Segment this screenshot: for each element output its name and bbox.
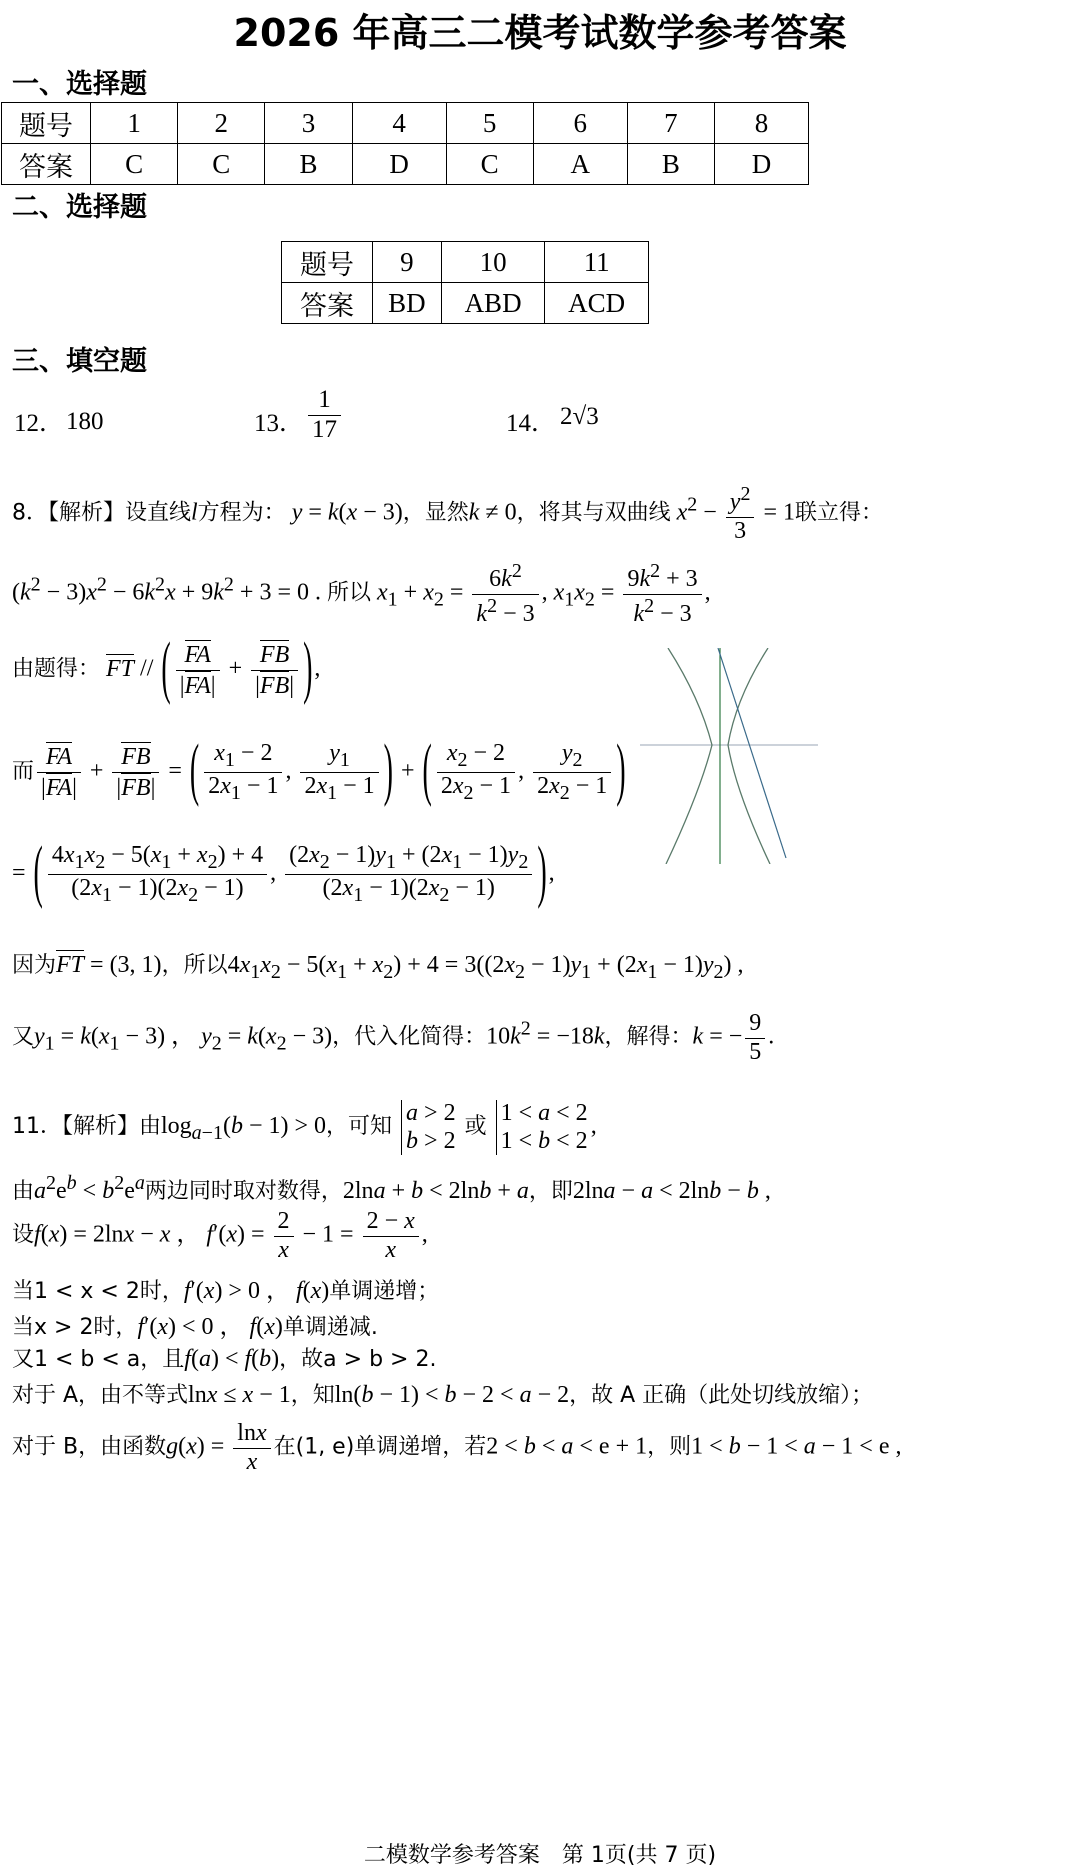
text: 由题得： bbox=[12, 656, 101, 682]
q8-line-2: $(k^2 - 3)x^2 - 6k^2x + 9k^2 + 3 = 0$ . 所以 $x_1 + x_2$ = $\frac{6k^2}{k^2 - 3}$ , $x_1x_2$ = $\frac{9k^2 + 3}{k^2 - 3}$ , bbox=[12, 560, 711, 627]
text: 或 bbox=[464, 1114, 487, 1140]
text: 因为 bbox=[12, 953, 57, 978]
q12-answer: 180 bbox=[66, 408, 104, 435]
table-cell: 题号 bbox=[282, 242, 373, 283]
text: ，知 bbox=[290, 1383, 335, 1408]
hyperbola-graph-figure bbox=[640, 648, 818, 864]
text: 单调递增； bbox=[329, 1279, 440, 1304]
q11-line-8: 对于 B，由函数g(x) = $\frac{\ln x}{x}$ 在(1, e)单调递增，若2 < b < a < e + 1，则1 < b − 1 < a − 1 < e , bbox=[12, 1420, 902, 1475]
page-footer: 二模数学参考答案 第 1页(共 7 页) bbox=[363, 1843, 717, 1868]
table-row bbox=[282, 242, 649, 283]
table-cell: B bbox=[627, 144, 714, 185]
q8-line-5: = ( $\frac{4x_1x_2 - 5(x_1 + x_2) + 4}{(2x_1 - 1)(2x_2 - 1)}$ , $\frac{(2x_2 - 1)y_1 + (2x_1 - 1)y_2}{(2x_1 - 1)(2x_2 - 1)}$ ), bbox=[12, 834, 555, 912]
text: 当x > 2时， bbox=[12, 1315, 138, 1340]
text: ，故 A 正确（此处切线放缩）； bbox=[569, 1383, 874, 1408]
text: ，显然 bbox=[402, 500, 469, 526]
q14-answer: 2√3 bbox=[560, 403, 599, 430]
table-cell: 11 bbox=[545, 242, 649, 283]
hyperbola-right-branch bbox=[728, 648, 770, 864]
text: 由 bbox=[12, 1179, 35, 1204]
q12-label: 12． bbox=[14, 410, 65, 437]
q11-line-2: 由$a^2e^b < b^2e^a$两边同时取对数得，2lna + b < 2lnb + a，即2lna − a < 2lnb − b , bbox=[12, 1172, 771, 1204]
section-heading-1: 一、选择题 bbox=[12, 69, 147, 100]
hyperbola-left-branch bbox=[666, 648, 712, 864]
q11-line-7: 对于 A，由不等式lnx ≤ x − 1，知ln(b − 1) < b − 2 < a − 2，故 A 正确（此处切线放缩）； bbox=[12, 1382, 874, 1408]
table-cell: 1 bbox=[91, 103, 178, 144]
text: ，将其与双曲线 bbox=[516, 500, 671, 526]
table-cell: 题号 bbox=[2, 103, 91, 144]
table-cell: 4 bbox=[352, 103, 446, 144]
answer-table-2 bbox=[281, 241, 649, 324]
table-row bbox=[2, 103, 809, 144]
q8-line-6: 因为FT = (3, 1)，所以$4x_1x_2 - 5(x_1 + x_2) + 4 = 3((2x_2 - 1)y_1 + (2x_1 - 1)y_2)$ , bbox=[12, 952, 744, 983]
table-cell: 8 bbox=[714, 103, 808, 144]
text: 设 bbox=[12, 1222, 35, 1248]
table-cell: BD bbox=[373, 283, 442, 324]
text: ，则 bbox=[647, 1434, 692, 1460]
text: 对于 B，由函数 bbox=[12, 1434, 167, 1460]
table-cell: 答案 bbox=[282, 283, 373, 324]
q11-line-3: 设f(x) = 2lnx − x ， f′(x) = $\frac{2}{x}$ − 1 = $\frac{2 - x}{x}$ , bbox=[12, 1208, 428, 1263]
text: 8．【解析】设直线 bbox=[12, 500, 191, 526]
section-heading-2: 二、选择题 bbox=[12, 192, 147, 223]
page-title: 2026 年高三二模考试数学参考答案 bbox=[233, 11, 847, 55]
table-cell: B bbox=[265, 144, 352, 185]
q11-line-6: 又1 < b < a，且f(a) < f(b)，故a > b > 2. bbox=[12, 1346, 437, 1372]
text: 又1 < b < a，且 bbox=[12, 1347, 185, 1372]
q8-line-7: 又$y_1 = k(x_1 - 3)$ ， $y_2 = k(x_2 - 3)$，代入化简得：$10k^2 = -18k$，解得：k = − $\frac{9}{5}$ . bbox=[12, 1010, 775, 1065]
table-cell: ACD bbox=[545, 283, 649, 324]
q8-line-3: 由题得： FT // ( $\frac{FA}{|FA|}$ + $\frac{FB}{|FB|}$ ), bbox=[12, 630, 321, 708]
text: 又 bbox=[12, 1024, 35, 1050]
table-cell: D bbox=[714, 144, 808, 185]
table-cell: 6 bbox=[533, 103, 627, 144]
text: ，所以 bbox=[161, 953, 228, 978]
table-cell: A bbox=[533, 144, 627, 185]
text: 所以 bbox=[326, 580, 371, 606]
fraction-numerator: 1 bbox=[308, 386, 341, 416]
text: ，即 bbox=[528, 1179, 573, 1204]
text: 方程为： bbox=[197, 500, 286, 526]
text: ，可知 bbox=[326, 1114, 393, 1140]
text: ，解得： bbox=[604, 1024, 693, 1050]
answer-table-1 bbox=[1, 102, 809, 185]
text: 而 bbox=[12, 758, 35, 784]
table-cell: ABD bbox=[441, 283, 545, 324]
q11-line-4: 当1 < x < 2时，f′(x) > 0 ， f(x)单调递增； bbox=[12, 1278, 440, 1304]
text: 对于 A，由不等式 bbox=[12, 1383, 189, 1408]
table-cell: 10 bbox=[441, 242, 545, 283]
text: 单调递减. bbox=[282, 1315, 378, 1340]
line-l bbox=[718, 648, 786, 858]
text: 两边同时取对数得， bbox=[144, 1179, 343, 1204]
fraction-denominator: 17 bbox=[312, 415, 337, 443]
q11-line-5: 当x > 2时，f′(x) < 0 ， f(x)单调递减. bbox=[12, 1314, 378, 1340]
table-row bbox=[2, 144, 809, 185]
table-cell: C bbox=[446, 144, 533, 185]
text: ，代入化简得： bbox=[332, 1024, 487, 1050]
table-cell: 7 bbox=[627, 103, 714, 144]
text: 11．【解析】由 bbox=[12, 1114, 161, 1140]
table-cell: C bbox=[178, 144, 265, 185]
q13-answer bbox=[305, 386, 344, 445]
q14-label: 14． bbox=[506, 410, 557, 437]
table-cell: 9 bbox=[373, 242, 442, 283]
table-cell: 5 bbox=[446, 103, 533, 144]
text: ，故a > b > 2. bbox=[279, 1347, 437, 1372]
text: 在(1, e)单调递增，若 bbox=[273, 1434, 487, 1460]
q8-line-4: 而 $\frac{FA}{|FA|}$ + $\frac{FB}{|FB|}$ = ( $\frac{x_1 - 2}{2x_1 - 1}$ , $\frac{y_1}{2x_1 - 1}$ ) + ( $\frac{x_2 - 2}{2x_2 - 1}$ , $\frac{y_2}{2x_2 - 1}$ ) bbox=[12, 732, 626, 810]
table-cell: C bbox=[91, 144, 178, 185]
table-cell: 答案 bbox=[2, 144, 91, 185]
text: 当1 < x < 2时， bbox=[12, 1279, 184, 1304]
table-cell: 3 bbox=[265, 103, 352, 144]
table-row bbox=[282, 283, 649, 324]
q8-line-1: 8．【解析】设直线l方程为： y = k(x − 3)，显然k ≠ 0，将其与双曲线 $x^2$ − $\frac{y^2}{3}$ = 1联立得： bbox=[12, 483, 884, 544]
q13-label: 13． bbox=[254, 410, 305, 437]
section-heading-3: 三、填空题 bbox=[12, 346, 147, 377]
table-cell: D bbox=[352, 144, 446, 185]
text: 联立得： bbox=[795, 500, 884, 526]
q11-line-1: 11．【解析】由$\log_{a-1}(b - 1) > 0$，可知 a > 2 b > 2 或 1 < a < 2 1 < b < 2 , bbox=[12, 1100, 597, 1154]
table-cell: 2 bbox=[178, 103, 265, 144]
